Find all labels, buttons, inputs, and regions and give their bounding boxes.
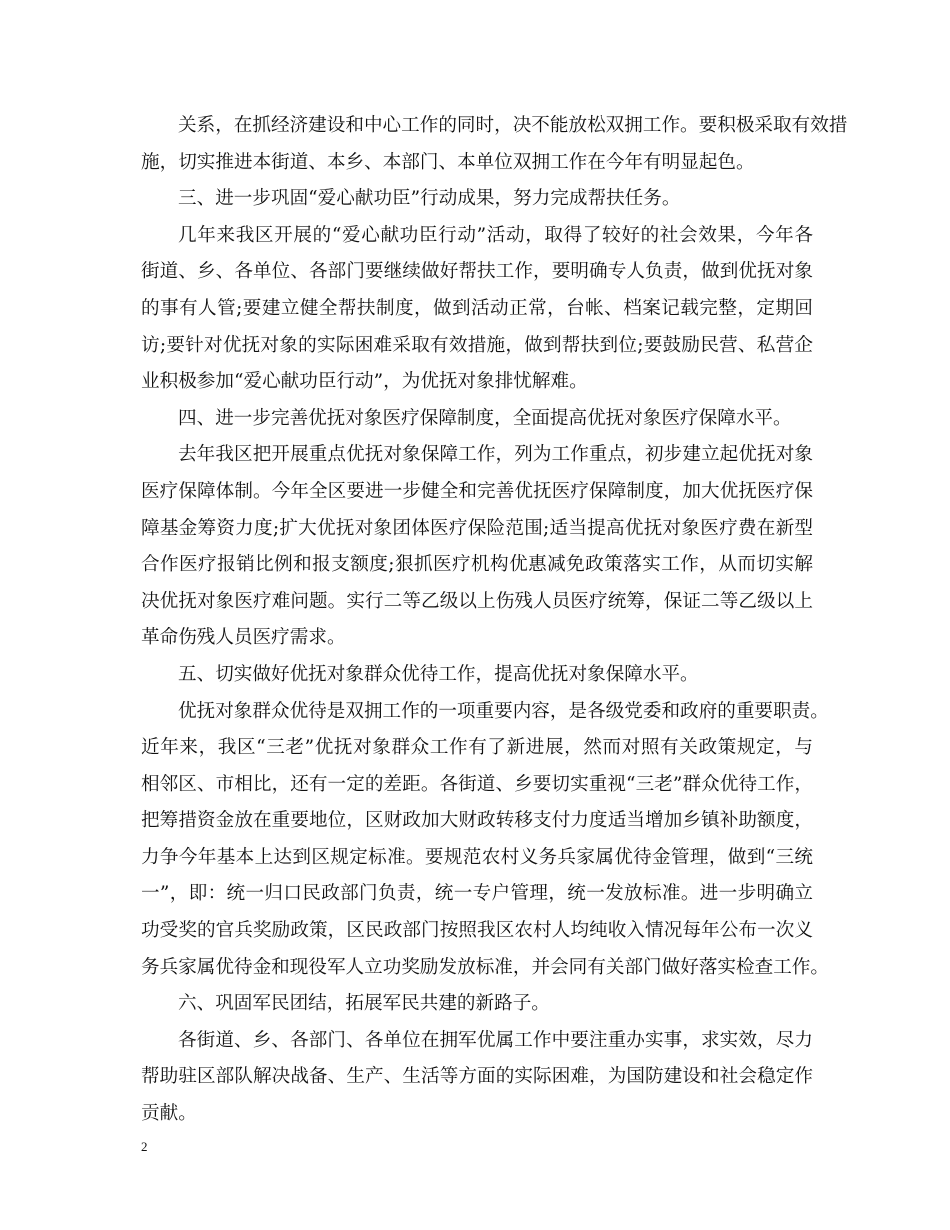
- text-line: 功受奖的官兵奖励政策，区民政部门按照我区农村人均纯收入情况每年公布一次义: [141, 920, 813, 942]
- paragraph: [141, 1023, 813, 1133]
- text-line: 近年来，我区“三老”优抚对象群众工作有了新进展，然而对照有关政策规定，与: [141, 737, 813, 759]
- text-line: 决优抚对象医疗难问题。实行二等乙级以上伤残人员医疗统筹，保证二等乙级以上: [141, 590, 813, 612]
- text-line: 把筹措资金放在重要地位，区财政加大财政转移支付力度适当增加乡镇补助额度，: [141, 810, 813, 832]
- text-line: 几年来我区开展的“爱心献功臣行动”活动，取得了较好的社会效果，今年各: [178, 224, 813, 246]
- text-line: 关系，在抓经济建设和中心工作的同时，决不能放松双拥工作。要积极采取有效措: [178, 115, 848, 136]
- text-line: 的事有人管;要建立健全帮扶制度，做到活动正常，台帐、档案记载完整，定期回: [141, 297, 813, 319]
- text-line: 各街道、乡、各部门、各单位在拥军优属工作中要注重办实事，求实效，尽力: [178, 1029, 813, 1051]
- text-line: 施，切实推进本街道、本乡、本部门、本单位双拥工作在今年有明显起色。: [141, 151, 755, 173]
- section-heading: [141, 657, 813, 694]
- section-heading: [141, 401, 813, 438]
- text-line: 贡献。: [141, 1103, 197, 1125]
- paragraph: [141, 437, 813, 657]
- text-line: 务兵家属优待金和现役军人立功奖励发放标准，并会同有关部门做好落实检查工作。: [141, 956, 829, 978]
- text-line: 优抚对象群众优待是双拥工作的一项重要内容，是各级党委和政府的重要职责。: [178, 700, 829, 722]
- text-line: 革命伤残人员医疗需求。: [141, 627, 346, 649]
- section-heading: [141, 986, 813, 1023]
- paragraph: [141, 218, 813, 401]
- text-line: 三、进一步巩固“爱心献功臣”行动成果，努力完成帮扶任务。: [178, 188, 681, 210]
- text-line: 力争今年基本上达到区规定标准。要规范农村义务兵家属优待金管理，做到“三统: [141, 846, 813, 868]
- text-line: 访;要针对优抚对象的实际困难采取有效措施，做到帮扶到位;要鼓励民营、私营企: [141, 334, 813, 356]
- paragraph: [141, 108, 848, 181]
- text-line: 业积极参加“爱心献功臣行动”，为优抚对象排忧解难。: [141, 371, 588, 393]
- paragraph: [141, 694, 829, 987]
- text-line: 医疗保障体制。今年全区要进一步健全和完善优抚医疗保障制度，加大优抚医疗保: [141, 480, 813, 502]
- text-line: 街道、乡、各单位、各部门要继续做好帮扶工作，要明确专人负责，做到优抚对象: [141, 261, 813, 283]
- text-line: 六、巩固军民团结，拓展军民共建的新路子。: [178, 993, 550, 1015]
- text-line: 合作医疗报销比例和报支额度;狠抓医疗机构优惠减免政策落实工作，从而切实解: [141, 554, 813, 576]
- body-text: [141, 108, 848, 1133]
- section-heading: [141, 181, 813, 218]
- text-line: 相邻区、市相比，还有一定的差距。各街道、乡要切实重视“三老”群众优待工作，: [141, 773, 813, 795]
- text-line: 四、进一步完善优抚对象医疗保障制度，全面提高优抚对象医疗保障水平。: [178, 407, 792, 429]
- text-line: 五、切实做好优抚对象群众优待工作，提高优抚对象保障水平。: [178, 663, 699, 685]
- page-number: 2: [141, 1139, 148, 1154]
- text-line: 去年我区把开展重点优抚对象保障工作，列为工作重点，初步建立起优抚对象: [178, 444, 813, 466]
- text-line: 障基金筹资力度;扩大优抚对象团体医疗保险范围;适当提高优抚对象医疗费在新型: [141, 517, 813, 539]
- text-line: 一”，即：统一归口民政部门负责，统一专户管理，统一发放标准。进一步明确立: [141, 883, 813, 905]
- text-line: 帮助驻区部队解决战备、生产、生活等方面的实际困难，为国防建设和社会稳定作: [141, 1066, 813, 1088]
